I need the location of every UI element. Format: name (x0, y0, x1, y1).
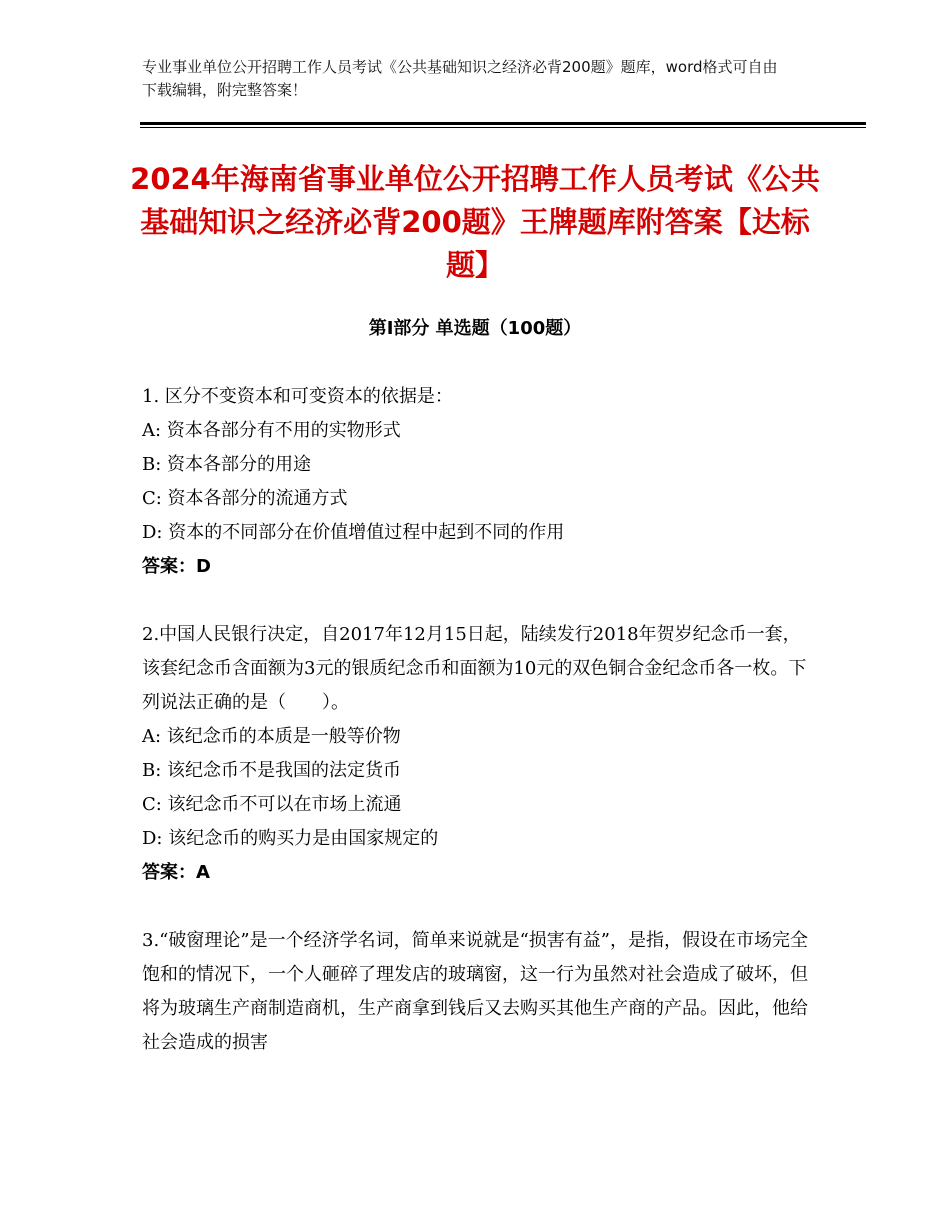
section-title: 第Ⅰ部分 单选题（100题） (368, 318, 582, 339)
document-title: 2024年海南省事业单位公开招聘工作人员考试《公共基础知识之经济必背200题》王牌题库附答案【达标题】 (130, 162, 820, 282)
question-2 (142, 618, 812, 890)
option-d: D: 资本的不同部分在价值增值过程中起到不同的作用 (142, 522, 565, 543)
option-a: A: 资本各部分有不用的实物形式 (142, 420, 401, 441)
option-c: C: 资本各部分的流通方式 (142, 488, 348, 509)
question-stem: 1. 区分不变资本和可变资本的依据是： (142, 386, 453, 407)
answer-line: 答案：D (142, 556, 211, 577)
question-stem: 3.“破窗理论”是一个经济学名词，简单来说就是“损害有益”，是指，假设在市场完全饱和的情况下，一个人砸碎了理发店的玻璃窗，这一行为虽然对社会造成了破坏，但将为玻璃生产商制造商机，生产商拿到钱后又去购买其他生产商的产品。因此，他给社会造成的损害 (142, 930, 808, 1053)
option-d: D: 该纪念币的购买力是由国家规定的 (142, 828, 439, 849)
option-c: C: 该纪念币不可以在市场上流通 (142, 794, 402, 815)
option-b: B: 该纪念币不是我国的法定货币 (142, 760, 402, 781)
question-list (142, 380, 812, 1094)
header-divider-thick (140, 122, 866, 125)
header-divider-thin (140, 127, 866, 128)
header-note: 专业事业单位公开招聘工作人员考试《公共基础知识之经济必背200题》题库，word格式可自由下载编辑，附完整答案！ (142, 58, 778, 99)
option-b: B: 资本各部分的用途 (142, 454, 312, 475)
question-1 (142, 380, 812, 584)
option-a: A: 该纪念币的本质是一般等价物 (142, 726, 401, 747)
answer-line: 答案：A (142, 862, 210, 883)
question-stem: 2.中国人民银行决定，自2017年12月15日起，陆续发行2018年贺岁纪念币一套，该套纪念币含面额为3元的银质纪念币和面额为10元的双色铜合金纪念币各一枚。下列说法正确的是（ ）。 (142, 624, 807, 713)
question-3 (142, 924, 812, 1060)
